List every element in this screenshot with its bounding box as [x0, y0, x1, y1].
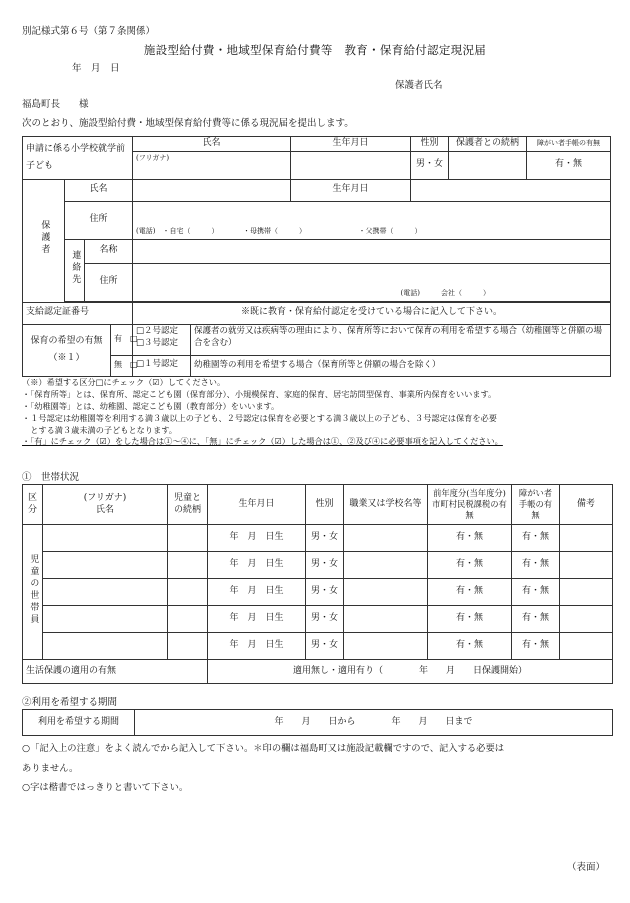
hh-header-relation: 児童との続柄 [168, 485, 208, 525]
hh-sex-field[interactable]: 男・女 [306, 633, 344, 660]
period-label: 利用を希望する期間 [23, 710, 135, 736]
addressee: 福島町長 様 [22, 99, 89, 110]
hh-dob-field[interactable]: 年 月 日生 [208, 525, 306, 552]
guardian-dob-field[interactable] [411, 179, 611, 201]
period-table [22, 709, 613, 736]
hh-relation-field[interactable] [168, 552, 208, 579]
preference-no[interactable]: 無 □ [111, 355, 133, 376]
guardian-phone-line: (電話) ・自宅（ ） ・母携帯（ ） ・父携帯（ ） [136, 227, 422, 235]
cert-number-label: 支給認定証番号 [23, 302, 133, 324]
hh-header-dob: 生年月日 [208, 485, 306, 525]
cert-type-3-checkbox[interactable]: □３号認定 [136, 337, 179, 348]
hh-header-disability: 障がい者手帳の有無 [512, 485, 560, 525]
hh-relation-field[interactable] [168, 606, 208, 633]
hh-name-field[interactable] [43, 633, 168, 660]
hh-side-label: 児童の世帯員 [23, 525, 43, 660]
hh-occupation-field[interactable] [344, 552, 428, 579]
preference-label: 保育の希望の有無（※１） [23, 324, 111, 376]
child-dob-header: 生年月日 [291, 137, 411, 152]
note-line: ・「有」にチェック（☑）をした場合は①～④に、「無」にチェック（☑）した場合は①、②及び④に必要事項を記入してください。 [22, 436, 503, 447]
guardian-name-label: 氏名 [65, 179, 133, 201]
contact-phone-line: (電話) 会社（ ） [400, 289, 491, 297]
hh-name-field[interactable] [43, 552, 168, 579]
notes-block [22, 377, 617, 448]
preference-yes[interactable]: 有 □ [111, 324, 133, 355]
hh-sex-field[interactable]: 男・女 [306, 525, 344, 552]
preference-no-desc: 幼稚園等の利用を希望する場合（保育所等と併願の場合を除く） [194, 360, 441, 371]
contact-side-label: 連絡先 [65, 239, 85, 301]
form-number: 別記様式第６号（第７条関係） [22, 26, 156, 37]
section-household-title: ① 世帯状況 [22, 472, 80, 483]
preference-yes-cell [133, 324, 611, 355]
hh-name-field[interactable] [43, 579, 168, 606]
hh-occupation-field[interactable] [344, 633, 428, 660]
cert-number-field[interactable] [133, 302, 611, 324]
section-period-title: ②利用を希望する期間 [22, 697, 118, 708]
hh-remarks-field[interactable] [560, 525, 613, 552]
footer-line: ○字は楷書ではっきりと書いて下さい。 [22, 782, 189, 794]
hh-sex-field[interactable]: 男・女 [306, 552, 344, 579]
hh-header-sex: 性別 [306, 485, 344, 525]
hh-remarks-field[interactable] [560, 606, 613, 633]
page-side-label: （表面） [567, 862, 606, 873]
child-dob-field[interactable] [291, 151, 411, 179]
hh-header-occupation: 職業又は学校名等 [344, 485, 428, 525]
household-table [22, 484, 613, 684]
hh-occupation-field[interactable] [344, 579, 428, 606]
child-sex-header: 性別 [411, 137, 449, 152]
hh-dob-field[interactable]: 年 月 日生 [208, 579, 306, 606]
hh-remarks-field[interactable] [560, 579, 613, 606]
child-disability-field[interactable]: 有・無 [527, 151, 611, 179]
hh-dob-field[interactable]: 年 月 日生 [208, 552, 306, 579]
child-relation-field[interactable] [449, 151, 527, 179]
hh-tax-field[interactable]: 有・無 [428, 579, 512, 606]
hh-name-field[interactable] [43, 525, 168, 552]
footer-notes [22, 739, 612, 798]
child-name-field[interactable] [133, 151, 291, 179]
hh-disability-field[interactable]: 有・無 [512, 525, 560, 552]
hh-sex-field[interactable]: 男・女 [306, 606, 344, 633]
guardian-address-label: 住所 [65, 201, 133, 239]
child-disability-header: 障がい者手帳の有無 [527, 137, 611, 152]
contact-name-label: 名称 [85, 239, 133, 263]
note-line: ・「幼稚園等」とは、幼稚園、認定こども園（教育部分）をいいます。 [22, 400, 280, 411]
preference-no-cell [133, 355, 611, 376]
hh-tax-field[interactable]: 有・無 [428, 525, 512, 552]
contact-address-label: 住所 [85, 263, 133, 301]
hh-disability-field[interactable]: 有・無 [512, 606, 560, 633]
hh-header-name: (フリガナ) 氏名 [43, 485, 168, 525]
note-line: ・１号認定は幼稚園等を利用する満３歳以上の子ども、２号認定は保育を必要とする満３歳以上の子ども、３号認定は保育を必要 [22, 412, 497, 423]
child-sex-field[interactable]: 男・女 [411, 151, 449, 179]
guardian-name-label: 保護者氏名 [395, 80, 443, 91]
hh-occupation-field[interactable] [344, 525, 428, 552]
hh-name-field[interactable] [43, 606, 168, 633]
note-line: （※）希望する区分□にチェック（☑）してください。 [22, 377, 226, 387]
hh-dob-field[interactable]: 年 月 日生 [208, 633, 306, 660]
welfare-label: 生活保護の適用の有無 [23, 660, 208, 684]
applicant-table [22, 136, 611, 377]
cert-type-1-checkbox[interactable]: □１号認定 [133, 356, 191, 376]
contact-address-field[interactable] [133, 263, 611, 301]
hh-tax-field[interactable]: 有・無 [428, 633, 512, 660]
contact-name-field[interactable] [133, 239, 611, 263]
hh-header-tax: 前年度分(当年度分)市町村民税課税の有無 [428, 485, 512, 525]
guardian-address-field[interactable] [133, 201, 611, 239]
hh-disability-field[interactable]: 有・無 [512, 633, 560, 660]
child-relation-header: 保護者との続柄 [449, 137, 527, 152]
child-name-header: 氏名 [133, 137, 291, 152]
footer-line: ありません。 [22, 762, 79, 774]
note-line: ・「保育所等」とは、保育所、認定こども園（保育部分）、小規模保育、家庭的保育、居宅訪問型保育、事業所内保育をいいます。 [22, 388, 497, 399]
furigana-label: (フリガナ) [136, 153, 170, 162]
hh-remarks-field[interactable] [560, 633, 613, 660]
hh-relation-field[interactable] [168, 525, 208, 552]
hh-disability-field[interactable]: 有・無 [512, 552, 560, 579]
hh-relation-field[interactable] [168, 633, 208, 660]
guardian-side-label: 保護者 [23, 179, 65, 302]
date-line: 年 月 日 [72, 63, 120, 74]
note-line: とする満３歳未満の子どもとなります。 [22, 424, 177, 435]
hh-disability-field[interactable]: 有・無 [512, 579, 560, 606]
hh-header-category: 区分 [23, 485, 43, 525]
guardian-name-field[interactable] [133, 179, 291, 201]
welfare-field[interactable]: 適用無し・適用有り（ 年 月 日保護開始） [208, 660, 613, 684]
cert-type-2-checkbox[interactable]: □２号認定 [136, 325, 179, 336]
preference-yes-desc: 保護者の就労又は疾病等の理由により、保育所等において保育の利用を希望する場合（幼稚園等と併願の場合を含む） [194, 325, 603, 348]
hh-tax-field[interactable]: 有・無 [428, 606, 512, 633]
hh-header-remarks: 備考 [560, 485, 613, 525]
period-field[interactable]: 年 月 日から 年 月 日まで [135, 710, 613, 736]
cert-note: ※既に教育・保育給付認定を受けている場合に記入して下さい。 [241, 307, 503, 318]
hh-sex-field[interactable]: 男・女 [306, 579, 344, 606]
hh-occupation-field[interactable] [344, 606, 428, 633]
hh-relation-field[interactable] [168, 579, 208, 606]
hh-remarks-field[interactable] [560, 552, 613, 579]
hh-tax-field[interactable]: 有・無 [428, 552, 512, 579]
intro-text: 次のとおり、施設型給付費・地域型保育給付費等に係る現況届を提出します。 [22, 118, 354, 129]
document-title: 施設型給付費・地域型保育給付費等 教育・保育給付認定現況届 [143, 43, 487, 57]
footer-line: ○「記入上の注意」をよく読んでから記入して下さい。＊印の欄は福島町又は施設記載欄ですので、記入する必要は [22, 743, 505, 754]
guardian-dob-label: 生年月日 [291, 179, 411, 201]
hh-dob-field[interactable]: 年 月 日生 [208, 606, 306, 633]
child-row-label: 申請に係る小学校就学前子ども [23, 137, 133, 180]
